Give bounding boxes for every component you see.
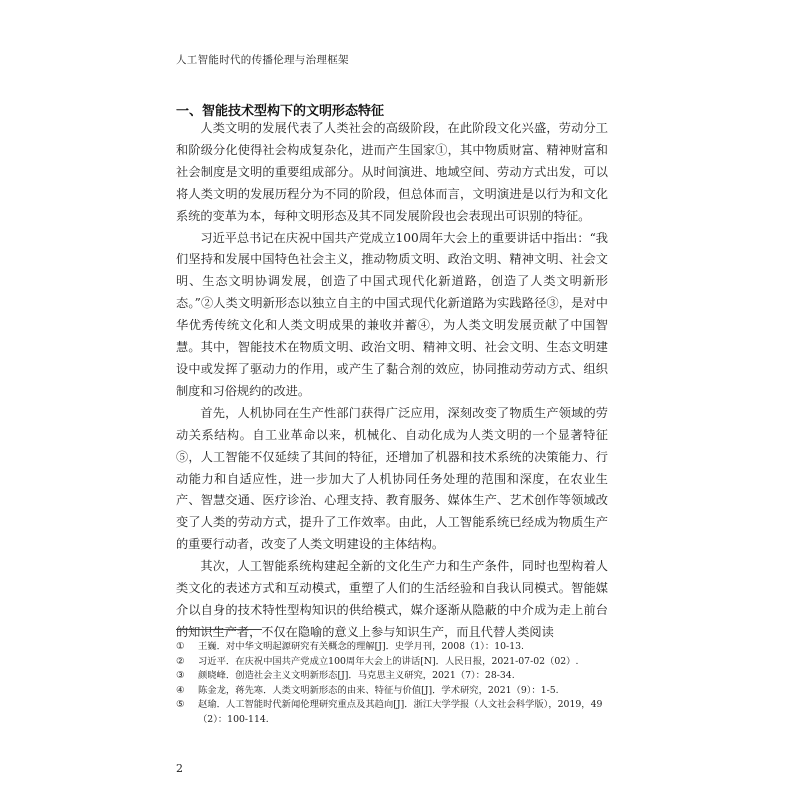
- section-heading: 一、智能技术型构下的文明形态特征: [176, 104, 385, 119]
- paragraph: 首先，人机协同在生产性部门获得广泛应用，深刻改变了物质生产领域的劳动关系结构。自工业革命以来，机械化、自动化成为人类文明的一个显著特征⑤，人工智能不仅延续了其间的特征，还增加了机器和技术系统的决策能力、行动能力和自适应性，进一步加大了人机协同任务处理的范围和深度，在农业生产、智慧交通、医疗诊治、心理支持、教育服务、媒体生产、艺术创作等领域改变了人类的劳动方式，提升了工作效率。由此，人工智能系统已经成为物质生产的重要行动者，改变了人类文明建设的主体结构。: [176, 405, 608, 552]
- footnote-divider: [176, 629, 262, 630]
- footnote: [176, 655, 608, 670]
- footnote-text: 颜晓峰．创造社会主义文明新形态[J]．马克思主义研究，2021（7）：28-34.: [198, 670, 515, 681]
- footnote: [176, 669, 608, 684]
- footnote: [176, 684, 608, 699]
- footnote-text: 习近平．在庆祝中国共产党成立100周年大会上的讲话[N]．人民日报，2021-07-02（02）.: [198, 655, 579, 667]
- footnote-text: 陈金龙，蒋先寒．人类文明新形态的由来、特征与价值[J]．学术研究，2021（9）：1-5.: [198, 684, 559, 696]
- paragraph: 人类文明的发展代表了人类社会的高级阶段，在此阶段文化兴盛，劳动分工和阶级分化使得社会构成复杂化，进而产生国家①，其中物质财富、精神财富和社会制度是文明的重要组成部分。从时间演进、地域空间、劳动方式出发，可以将人类文明的发展历程分为不同的阶段，但总体而言，文明演进是以行为和文化系统的变革为本，每种文明形态及其不同发展阶段也会表现出可识别的特征。: [176, 121, 608, 223]
- footnote-text: 王巍．对中华文明起源研究有关概念的理解[J]．史学月刊，2008（1）：10-13.: [198, 641, 524, 652]
- footnote-mark: ②: [176, 655, 185, 667]
- paragraph: 其次，人工智能系统构建起全新的文化生产力和生产条件，同时也型构着人类文化的表述方式和互动模式，重塑了人们的生活经验和自我认同模式。智能媒介以自身的技术特性型构知识的供给模式，媒介逐渐从隐蔽的中介成为走上前台的知识生产者，不仅在隐喻的意义上参与知识生产，而且代替人类阅读: [176, 559, 608, 639]
- footnote-mark: ①: [176, 641, 185, 652]
- footnote-mark: ③: [176, 670, 185, 681]
- footnote: [176, 640, 608, 655]
- footnote-mark: ⑤: [176, 699, 185, 710]
- footnotes: [176, 640, 608, 727]
- footnote: [176, 698, 608, 727]
- paragraph: 习近平总书记在庆祝中国共产党成立100周年大会上的重要讲话中指出：“我们坚持和发展中国特色社会主义，推动物质文明、政治文明、精神文明、社会文明、生态文明协调发展，创造了中国式现代化新道路，创造了人类文明新形态。”②人类文明新形态以独立自主的中国式现代化新道路为实践路径③，是对中华优秀传统文化和人类文明成果的兼收并蓄④，为人类文明发展贡献了中国智慧。其中，智能技术在物质文明、政治文明、精神文明、社会文明、生态文明建设中或发挥了驱动力的作用，或产生了黏合剂的效应，协同推动劳动方式、组织制度和习俗规约的改进。: [176, 230, 608, 398]
- body-text: [176, 118, 608, 644]
- footnote-mark: ④: [176, 684, 185, 696]
- running-header: 人工智能时代的传播伦理与治理框架: [176, 54, 349, 66]
- footnote-text: 赵瑜．人工智能时代新闻伦理研究重点及其趋向[J]．浙江大学学报（人文社会科学版），2019，49（2）：100-114.: [198, 699, 603, 725]
- page-number: 2: [176, 762, 183, 775]
